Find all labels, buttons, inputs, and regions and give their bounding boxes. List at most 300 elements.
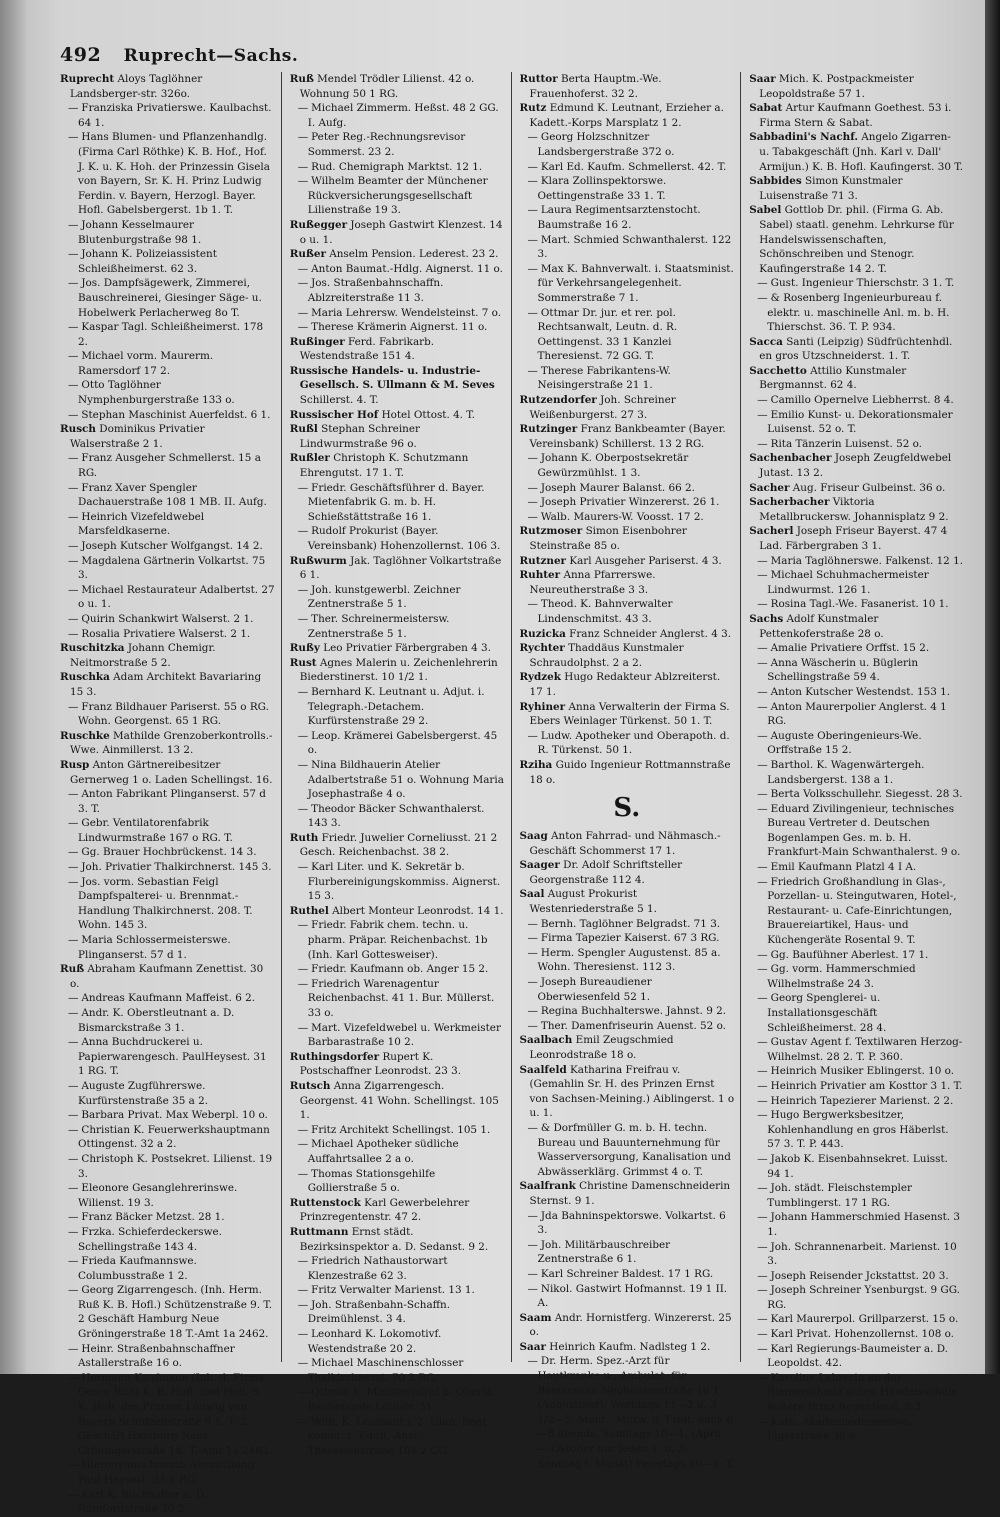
repeat-dash: — — [527, 1019, 538, 1032]
directory-entry — [290, 1079, 505, 1123]
entry-text: Gustav Agent f. Textilwaren Herzog-Wilhelmst. 28 2. T. P. 360. — [767, 1036, 963, 1063]
entry-surname: Russischer Hof — [289, 408, 379, 421]
repeat-dash: — — [297, 277, 309, 290]
directory-entry — [60, 422, 275, 451]
repeat-dash: — — [297, 758, 309, 771]
directory-entry — [520, 829, 735, 858]
entry-text: Franz Schneider Anglerst. 4 3. — [569, 627, 732, 640]
repeat-dash: — — [68, 992, 79, 1005]
directory-sub-entry — [60, 612, 275, 627]
entry-text: Friedr. Geschäftsführer d. Bayer. Mietenfabrik G. m. b. H. Schießstättstraße 16 1. — [307, 481, 485, 523]
repeat-dash: — — [297, 160, 309, 173]
entry-text: Emil Zeugschmied Leonrodstraße 18 o. — [529, 1034, 674, 1061]
entry-text: Anton Fahrrad- und Nähmasch.-Geschäft Schommerst 17 1. — [529, 830, 721, 857]
directory-entry — [290, 1196, 505, 1225]
directory-sub-entry — [749, 787, 964, 802]
repeat-dash: — — [527, 1282, 538, 1295]
repeat-dash: — — [68, 102, 79, 115]
repeat-dash: — — [527, 1005, 538, 1018]
entry-text: Schillerst. 4. T. — [299, 394, 379, 407]
directory-sub-entry — [520, 495, 735, 510]
entry-text: Andreas Kaufmann Maffeist. 6 2. — [81, 992, 256, 1005]
directory-entry — [520, 524, 735, 553]
directory-sub-entry — [520, 597, 735, 626]
directory-sub-entry — [520, 130, 735, 159]
repeat-dash: — — [757, 1328, 768, 1341]
entry-text: Joh. Privatier Thalkirchnerst. 145 3. — [81, 861, 272, 874]
directory-sub-entry — [60, 1371, 275, 1459]
entry-surname: Sachenbacher — [749, 452, 832, 465]
entry-surname: Rutzinger — [519, 423, 578, 436]
entry-text: Edmund K. Leutnant, Erzieher a. Kadett.-Korps Marsplatz 1 2. — [529, 102, 724, 129]
entry-text: Michael Apotheker südliche Auffahrtsallee 2 a o. — [307, 1138, 459, 1165]
entry-text: Fritz Verwalter Marienst. 13 1. — [311, 1284, 475, 1297]
directory-sub-entry — [749, 962, 964, 991]
entry-text: Guido Ingenieur Rottmannstraße 18 o. — [529, 758, 731, 786]
repeat-dash: — — [757, 729, 768, 742]
entry-surname: Sabat — [749, 102, 783, 115]
entry-text: Joseph Reisender Jckstattst. 20 3. — [770, 1269, 949, 1282]
directory-entry — [520, 887, 735, 916]
repeat-dash: — — [297, 1284, 309, 1297]
entry-text: Mendel Trödler Lilienst. 42 o. Wohnung 50 1 RG. — [299, 73, 475, 100]
directory-sub-entry — [749, 1079, 964, 1094]
entry-text: Michael Schuhmachermeister Lindwurmst. 126 1. — [767, 569, 929, 596]
directory-entry — [60, 758, 275, 787]
directory-sub-entry — [749, 1269, 964, 1284]
entry-text: Agnes Malerin u. Zeichenlehrerin Biederstinerst. 10 1/2 1. — [299, 656, 498, 684]
entry-text: Ottmar Dr. jur. et rer. pol. Rechtsanwalt, Leutn. d. R. Oettingenst. 33 1 Kanzlei Theresienst. 72 GG. T. — [537, 306, 678, 363]
directory-sub-entry — [60, 1152, 275, 1181]
repeat-dash: — — [68, 452, 79, 465]
repeat-dash: — — [527, 946, 538, 959]
entry-text: Mathilde Grenzoberkontrolls.-Wwe. Ainmillerst. 13 2. — [70, 729, 273, 757]
repeat-dash: — — [68, 1488, 79, 1501]
directory-sub-entry — [60, 933, 275, 962]
directory-entry — [520, 858, 735, 887]
entry-text: Mart. Vizefeldwebel u. Werkmeister Barbarastraße 10 2. — [307, 1021, 501, 1049]
repeat-dash: — — [68, 510, 79, 523]
entry-text: Berta Hauptm.-We. Frauenhoferst. 32 2. — [529, 73, 662, 100]
entry-text: Stephan Maschinist Auerfeldst. 6 1. — [81, 408, 271, 421]
entry-text: Wilh. K. Leutnant i. 2. Ulan.-Regt. komm. z. Equit.-Anst. Theresienstraße 104 2 GG. — [307, 1415, 490, 1457]
repeat-dash: — — [68, 627, 79, 640]
repeat-dash: — — [757, 437, 768, 450]
directory-entry — [290, 1225, 505, 1254]
directory-entry — [520, 554, 735, 569]
columns-container — [60, 72, 970, 1516]
entry-surname: Rydzek — [519, 671, 561, 684]
directory-sub-entry — [60, 1123, 275, 1152]
directory-sub-entry — [290, 918, 505, 962]
directory-sub-entry — [749, 860, 964, 875]
entry-surname: Rußinger — [289, 335, 345, 348]
repeat-dash: — — [527, 976, 538, 989]
repeat-dash: — — [527, 1238, 538, 1251]
entry-text: Barbara Privat. Max Weberpl. 10 o. — [81, 1109, 268, 1122]
directory-column-3 — [519, 72, 742, 1470]
entry-surname: Sacchetto — [749, 364, 807, 377]
directory-sub-entry — [520, 1209, 735, 1238]
repeat-dash: — — [757, 948, 768, 961]
entry-text: Nikol. Gastwirt Hofmannst. 19 1 II. A. — [537, 1282, 728, 1310]
directory-sub-entry — [520, 1004, 735, 1019]
entry-surname: Rußl — [289, 423, 318, 436]
entry-text: Rud. Chemigraph Marktst. 12 1. — [311, 160, 483, 173]
entry-text: Herm. Spengler Augustenst. 85 a. Wohn. Theresienst. 112 3. — [537, 946, 721, 974]
repeat-dash: — — [527, 729, 538, 742]
repeat-dash: — — [68, 1371, 79, 1384]
directory-entry — [290, 554, 505, 583]
repeat-dash: — — [68, 700, 79, 713]
directory-sub-entry — [520, 203, 735, 232]
entry-surname: Sacher — [749, 481, 790, 494]
directory-sub-entry — [520, 1354, 735, 1471]
entry-surname: Ruschka — [60, 671, 110, 684]
entry-surname: Ruttmann — [289, 1225, 349, 1238]
directory-sub-entry — [290, 977, 505, 1021]
repeat-dash: — — [527, 364, 538, 377]
directory-entry — [749, 203, 964, 276]
entry-text: & Rosenberg Ingenieurbureau f. elektr. u. maschinelle Anl. m. b. H. Thierschst. 36. T. P. 934. — [767, 291, 950, 334]
entry-text: Franz Xaver Spengler Dachauerstraße 108 1 MB. II. Aufg. — [78, 481, 267, 509]
entry-surname: Saalfeld — [519, 1063, 567, 1076]
repeat-dash: — — [297, 802, 309, 815]
repeat-dash: — — [527, 204, 538, 217]
entry-text: Georg Spenglerei- u. Installationsgeschäft Schleißheimerst. 28 4. — [767, 992, 887, 1034]
repeat-dash: — — [68, 408, 79, 421]
entry-surname: Ruttor — [519, 73, 558, 85]
entry-surname: Ryhiner — [519, 700, 566, 713]
directory-sub-entry — [749, 802, 964, 860]
directory-sub-entry — [290, 276, 505, 305]
repeat-dash: — — [297, 525, 309, 538]
directory-entry — [290, 451, 505, 480]
repeat-dash: — — [297, 175, 309, 188]
repeat-dash: — — [527, 510, 538, 523]
directory-entry — [749, 495, 964, 524]
entry-text: Mich. K. Postpackmeister Leopoldstraße 57 1. — [759, 73, 914, 100]
repeat-dash: — — [68, 1036, 79, 1049]
directory-sub-entry — [520, 1282, 735, 1311]
entry-text: Christoph K. Schutzmann Ehrengutst. 17 1. T. — [299, 452, 469, 480]
entry-text: Jos. Straßenbahnschaffn. Ablzreiterstraße 11 3. — [307, 277, 444, 304]
entry-text: Joseph Bureaudiener Oberwiesenfeld 52 1. — [537, 976, 652, 1003]
directory-entry — [520, 1033, 735, 1062]
entry-text: Joseph Zeugfeldwebel Jutast. 13 2. — [759, 452, 952, 480]
entry-text: Regina Buchhalterswe. Jahnst. 9 2. — [540, 1005, 727, 1018]
entry-surname: Ruzicka — [519, 627, 566, 640]
directory-sub-entry — [749, 437, 964, 452]
repeat-dash: — — [297, 1386, 309, 1399]
entry-text: Bernhard K. Leutnant u. Adjut. i. Telegraph.-Detachem. Kurfürstenstraße 29 2. — [307, 685, 485, 728]
entry-text: Dr. Adolf Schriftsteller Georgenstraße 112 4. — [529, 859, 683, 886]
directory-sub-entry — [520, 917, 735, 932]
directory-sub-entry — [290, 262, 505, 277]
repeat-dash: — — [68, 379, 79, 392]
entry-text: Gg. Brauer Hochbrückenst. 14 3. — [81, 846, 257, 859]
repeat-dash: — — [297, 612, 309, 625]
repeat-dash: — — [297, 729, 309, 742]
repeat-dash: — — [297, 262, 309, 275]
entry-text: Michael vorm. Maurerm. Ramersdorf 17 2. — [78, 350, 214, 377]
entry-surname: Rychter — [519, 642, 565, 655]
entry-surname: Rußler — [289, 452, 330, 465]
entry-surname: Ruß — [60, 963, 85, 976]
entry-text: Joh. städt. Fleischstempler Tumblingerst. 17 1 RG. — [767, 1182, 912, 1209]
directory-sub-entry — [290, 758, 505, 802]
repeat-dash: — — [757, 1109, 768, 1122]
entry-text: Christine Damenschneiderin Sternst. 9 1. — [529, 1180, 731, 1207]
entry-text: Maria Taglöhnerswe. Falkenst. 12 1. — [770, 554, 964, 567]
entry-surname: Sacca — [749, 335, 783, 348]
entry-surname: Rusp — [60, 758, 90, 771]
entry-surname: Rutz — [519, 102, 547, 115]
entry-text: Ludw. Apotheker und Oberapoth. d. R. Türkenst. 50 1. — [537, 729, 730, 757]
repeat-dash: — — [297, 321, 309, 334]
entry-text: Frzka. Schieferdeckerswe. Schellingstraße 143 4. — [78, 1225, 222, 1253]
directory-sub-entry — [60, 408, 275, 423]
entry-text: Franz Bankbeamter (Bayer. Vereinsbank) Schillerst. 13 2 RG. — [529, 423, 726, 450]
repeat-dash: — — [68, 875, 79, 888]
entry-surname: Rußegger — [289, 218, 348, 231]
repeat-dash: — — [757, 1415, 768, 1428]
directory-entry — [520, 1063, 735, 1121]
entry-surname: Sacherl — [749, 525, 794, 538]
repeat-dash: — — [297, 1021, 309, 1034]
directory-entry — [749, 72, 964, 101]
entry-text: Adolf Kunstmaler Pettenkoferstraße 28 o. — [759, 612, 884, 640]
repeat-dash: — — [757, 1269, 768, 1282]
repeat-dash: — — [757, 700, 768, 713]
directory-sub-entry — [60, 627, 275, 642]
entry-text: Heinrich Privatier am Kosttor 3 1. T. — [770, 1079, 963, 1092]
directory-sub-entry — [290, 306, 505, 321]
directory-entry — [520, 641, 735, 670]
entry-text: & Dorfmüller G. m. b. H. techn. Bureau und Bauunternehmung für Wasserversorgung, Kanalisation und Abwässerklärg. Grimmst 4 o. T. — [537, 1121, 731, 1178]
entry-text: Heinrich Vizefeldwebel Marsfeldkaserne. — [78, 510, 205, 538]
entry-text: Nina Bildhauerin Atelier Adalbertstraße 51 o. Wohnung Maria Josephastraße 4 o. — [307, 758, 504, 801]
directory-sub-entry — [520, 1019, 735, 1034]
repeat-dash: — — [527, 306, 538, 319]
directory-column-1 — [60, 72, 282, 1516]
directory-sub-entry — [749, 597, 964, 612]
directory-entry — [520, 101, 735, 130]
directory-sub-entry — [520, 481, 735, 496]
repeat-dash: — — [757, 1094, 768, 1107]
entry-text: Franz Bildhauer Pariserst. 55 o RG. Wohn. Georgenst. 65 1 RG. — [78, 700, 269, 728]
directory-sub-entry — [60, 349, 275, 378]
directory-sub-entry — [290, 1137, 505, 1166]
repeat-dash: — — [527, 1121, 538, 1134]
repeat-dash: — — [757, 1152, 768, 1165]
directory-sub-entry — [60, 218, 275, 247]
entry-surname: Saag — [519, 830, 548, 843]
entry-text: Leop. Krämerei Gabelsbergerst. 45 o. — [307, 729, 498, 757]
directory-sub-entry — [60, 1488, 275, 1517]
entry-surname: Rußer — [289, 248, 326, 261]
directory-sub-entry — [749, 1035, 964, 1064]
entry-text: Bernh. Taglöhner Belgradst. 71 3. — [540, 917, 721, 930]
directory-sub-entry — [290, 1298, 505, 1327]
repeat-dash: — — [297, 481, 309, 494]
entry-text: Gebr. Ventilatorenfabrik Lindwurmstraße 167 o RG. T. — [78, 817, 233, 844]
directory-entry — [520, 1179, 735, 1208]
entry-text: Christian K. Feuerwerkshauptmann Ottingenst. 32 a 2. — [78, 1123, 270, 1151]
repeat-dash: — — [68, 1459, 79, 1472]
entry-text: Eleonore Gesanglehrerinswe. Wilienst. 19 3. — [78, 1182, 238, 1209]
directory-sub-entry — [60, 451, 275, 480]
entry-text: Christoph K. Postsekret. Lilienst. 19 3. — [78, 1152, 273, 1180]
entry-surname: Saalbach — [519, 1034, 573, 1047]
page-edge-shadow — [985, 0, 1000, 1374]
page-number: 492 — [60, 44, 102, 66]
repeat-dash: — — [68, 554, 79, 567]
entry-text: Anton Maurerpolier Anglerst. 4 1 RG. — [767, 700, 947, 728]
directory-entry — [290, 641, 505, 656]
directory-sub-entry — [290, 174, 505, 218]
entry-text: Mart. Schmied Schwanthalerst. 122 3. — [537, 233, 732, 261]
entry-surname: Ruthel — [289, 904, 329, 917]
directory-column-2 — [289, 72, 512, 1457]
directory-sub-entry — [520, 262, 735, 306]
directory-sub-entry — [60, 787, 275, 816]
entry-text: Ther. Damenfriseurin Auenst. 52 o. — [540, 1019, 726, 1032]
directory-sub-entry — [60, 816, 275, 845]
directory-entry — [749, 174, 964, 203]
entry-text: Ottmar K. Ministerialrat b. Oberst. Baubehörde Lothstr. 31. — [307, 1386, 496, 1414]
directory-sub-entry — [749, 948, 964, 963]
entry-text: Magdalena Gärtnerin Volkartst. 75 3. — [78, 554, 266, 582]
repeat-dash: — — [68, 1079, 79, 1092]
repeat-dash: — — [527, 1355, 538, 1368]
entry-text: Joh. Schrannenarbeit. Marienst. 10 3. — [767, 1240, 957, 1268]
repeat-dash: — — [757, 685, 768, 698]
repeat-dash: — — [527, 932, 538, 945]
directory-sub-entry — [60, 583, 275, 612]
directory-sub-entry — [60, 1108, 275, 1123]
entry-text: Friedr. Juwelier Corneliusst. 21 2 Gesch. Reichenbachst. 38 2. — [299, 831, 498, 859]
entry-surname: Rziha — [519, 758, 553, 771]
directory-sub-entry — [290, 1415, 505, 1459]
repeat-dash: — — [757, 291, 768, 304]
repeat-dash: — — [297, 861, 309, 874]
entry-text: Attilio Kunstmaler Bergmannst. 62 4. — [759, 364, 907, 392]
directory-entry — [290, 904, 505, 919]
directory-sub-entry — [60, 875, 275, 933]
repeat-dash: — — [757, 1182, 768, 1195]
entry-text: Anna Pfarrerswe. Neureutherstraße 3 3. — [529, 569, 656, 596]
directory-entry — [520, 1340, 735, 1355]
directory-sub-entry — [60, 247, 275, 276]
directory-sub-entry — [60, 860, 275, 875]
directory-sub-entry — [520, 233, 735, 262]
directory-entry — [520, 422, 735, 451]
directory-sub-entry — [290, 320, 505, 335]
entry-text: Andr. K. Oberstleutnant a. D. Bismarckstraße 3 1. — [78, 1007, 235, 1034]
repeat-dash: — — [757, 861, 768, 874]
entry-text: Fritz Architekt Schellingst. 105 1. — [311, 1123, 491, 1136]
repeat-dash: — — [68, 1225, 79, 1238]
entry-text: Heinr. Straßenbahnschaffner Astallerstraße 16 o. — [78, 1342, 235, 1370]
entry-surname: Rußy — [289, 642, 320, 655]
entry-text: Franziska Privatierswe. Kaulbachst. 64 1. — [78, 102, 272, 129]
entry-text: Karl K. Buchhalter a. D. Rumfordstraße 30 2. — [78, 1488, 208, 1516]
entry-text: Otto Taglöhner Nymphenburgerstraße 133 o. — [78, 379, 235, 407]
directory-sub-entry — [520, 931, 735, 946]
entry-text: Santi (Leipzig) Südfrüchtenhdl. en gros Utzschneiderst. 1. T. — [759, 335, 953, 363]
entry-text: Franz Bäcker Metzst. 28 1. — [81, 1211, 225, 1224]
directory-sub-entry — [749, 729, 964, 758]
entry-surname: Ruth — [289, 831, 319, 844]
repeat-dash: — — [68, 1284, 79, 1297]
directory-sub-entry — [749, 1064, 964, 1079]
entry-text: Katharina Freifrau v. (Gemahlin Sr. H. des Prinzen Ernst von Sachsen-Meining.) Aiblingerst. 1 o u. 1. — [529, 1063, 735, 1120]
repeat-dash: — — [757, 277, 768, 290]
entry-text: Karl Ed. Kaufm. Schmellerst. 42. T. — [540, 160, 727, 173]
repeat-dash: — — [297, 977, 309, 990]
entry-surname: Ruprecht — [60, 73, 115, 85]
directory-sub-entry — [520, 174, 735, 203]
entry-text: Aug. Friseur Gulbeinst. 36 o. — [792, 481, 946, 494]
entry-surname: Russische Handels- u. Industrie-Gesellsch. S. Ullmann & M. Seves — [289, 364, 495, 392]
directory-entry — [749, 451, 964, 480]
repeat-dash: — — [757, 642, 768, 655]
entry-text: Albert Monteur Leonrodst. 14 1. — [332, 904, 504, 917]
directory-sub-entry — [60, 320, 275, 349]
repeat-dash: — — [527, 262, 538, 275]
entry-text: Hotel Ottost. 4. T. — [381, 408, 475, 421]
directory-entry — [60, 670, 275, 699]
entry-surname: Ruttenstock — [289, 1196, 361, 1209]
entry-text: Thomas Stationsgehilfe Gollierstraße 5 o. — [307, 1167, 436, 1195]
entry-text: Joseph Gastwirt Klenzest. 14 o u. 1. — [299, 218, 503, 246]
repeat-dash: — — [297, 1415, 309, 1428]
directory-sub-entry — [749, 1240, 964, 1269]
directory-entry — [60, 641, 275, 670]
entry-text: Leo Privatier Färbergraben 4 3. — [323, 642, 491, 655]
directory-sub-entry — [60, 481, 275, 510]
directory-sub-entry — [520, 975, 735, 1004]
entry-text: Ernst städt. Bezirksinspektor a. D. Sedanst. 9 2. — [299, 1225, 489, 1253]
entry-text: Karoline Lehrerin an der Riemerschmid'schen Handelsschule äußere Prinz Regentenst. 5 3. — [767, 1371, 958, 1414]
repeat-dash: — — [68, 1255, 79, 1268]
entry-text: Maria Schlossermeisterswe. Plinganserst. 57 d 1. — [78, 934, 231, 961]
entry-text: Georg Holzschnitzer Landsbergerstraße 372 o. — [537, 131, 675, 158]
entry-text: Karl Gewerbelehrer Prinzregentenstr. 47 2. — [299, 1196, 470, 1224]
repeat-dash: — — [297, 1167, 309, 1180]
entry-text: Joh. Straßenbahn-Schaffn. Dreimühlenst. 3 4. — [307, 1298, 451, 1326]
entry-surname: Rutzner — [519, 554, 567, 567]
directory-sub-entry — [520, 729, 735, 758]
entry-text: Jos. Dampfsägewerk, Zimmerei, Bauschreinerei, Giesinger Säge- u. Hobelwerk Perlacherweg 8o T. — [78, 277, 262, 319]
entry-surname: Saalfrank — [519, 1180, 576, 1193]
entry-text: Anna Buchdruckerei u. Papierwarengesch. PaulHeysest. 31 1 RG. T. — [78, 1036, 267, 1078]
directory-sub-entry — [290, 1167, 505, 1196]
directory-sub-entry — [60, 554, 275, 583]
directory-sub-entry — [60, 1079, 275, 1108]
directory-entry — [290, 656, 505, 685]
entry-text: Viktoria Metallbruckersw. Johannisplatz 9 2. — [759, 496, 949, 523]
directory-sub-entry — [290, 860, 505, 904]
entry-text: Berta Volksschullehr. Siegesst. 28 3. — [770, 788, 963, 801]
entry-surname: Sabel — [749, 204, 782, 217]
directory-sub-entry — [290, 1123, 505, 1138]
directory-sub-entry — [60, 1283, 275, 1341]
directory-sub-entry — [290, 1327, 505, 1356]
directory-entry — [290, 247, 505, 262]
repeat-dash: — — [297, 102, 309, 115]
